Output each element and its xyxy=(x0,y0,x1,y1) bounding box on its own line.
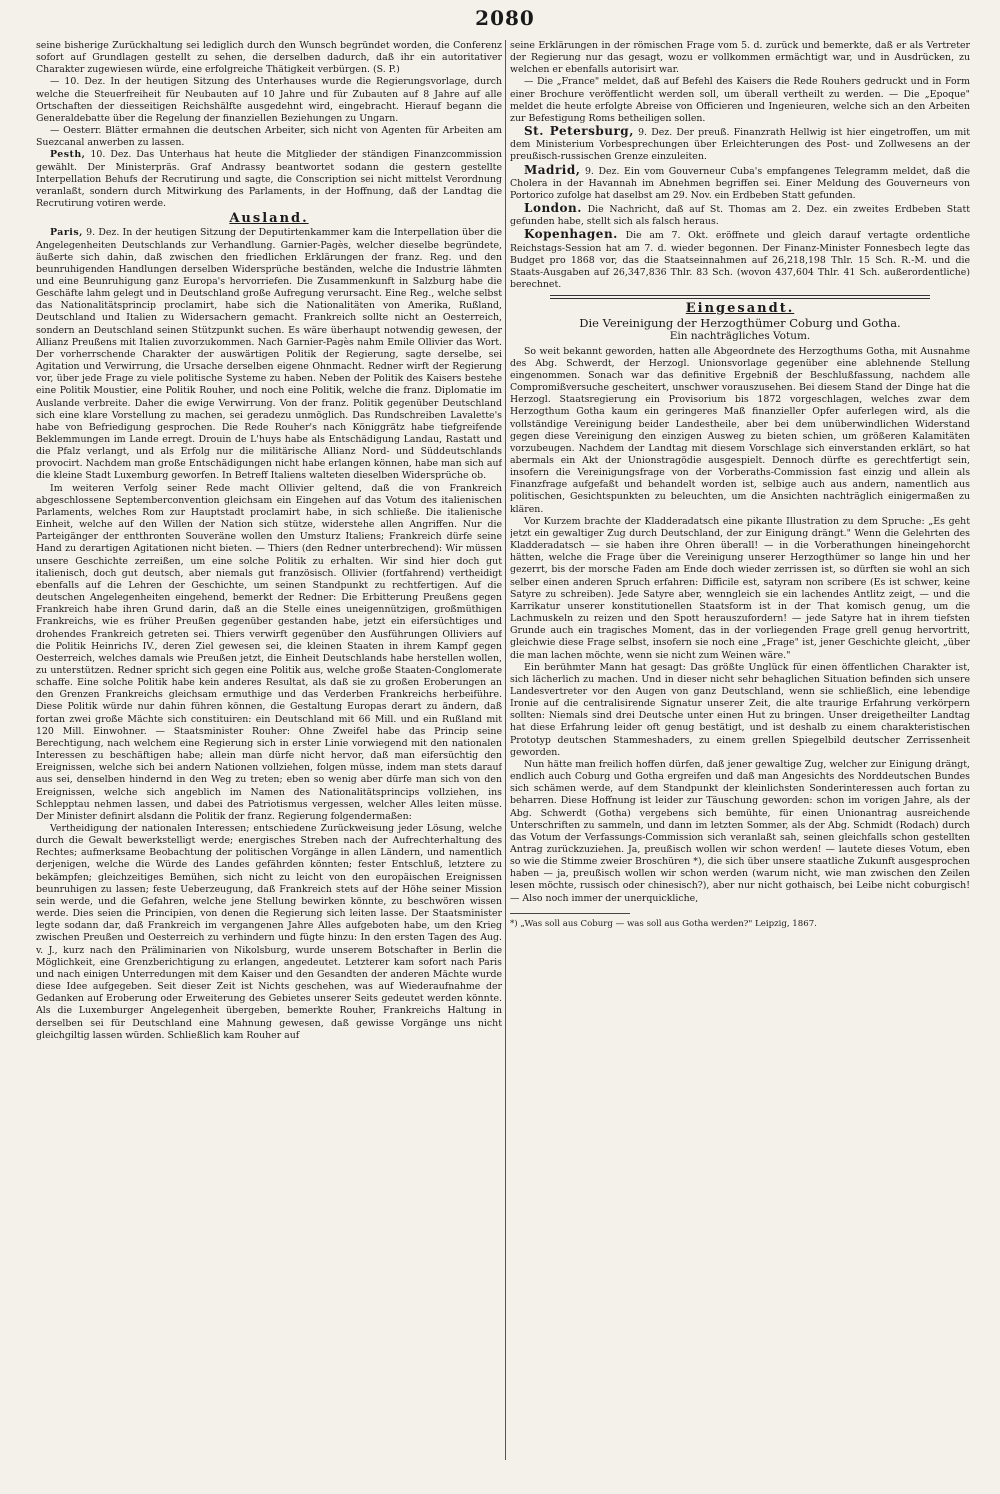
city-heading: Pesth, xyxy=(50,149,86,161)
city-heading: Paris, xyxy=(50,227,83,239)
paragraph: Vor Kurzem brachte der Kladderadatsch eine pikante Illustration zu dem Spruche: „Es geht jetzt ein gewaltiger Zug durch Deutschland, der zur Einigung drängt." Wenn die Gelehrten des Kladderadatsch — sie haben ihre Ohren überall! — in die Vorberathungen hineingehorcht hätten, welche die Frage über die Vereinigung unserer Herzogthümer so lange hin und her gezerrt, bis der morsche Faden am Ende doch wieder zerrissen ist, so dürften sie wohl an sich selber einen anderen Spruch erfahren: Difficile est, satyram non scribere (Es ist schwer, keine Satyre zu schreiben). Jede Satyre aber, wenngleich sie ein lachendes Antlitz zeigt, — und die Karrikatur unserer konstitutionellen Staatsform ist in der That komisch genug, um die Lachmuskeln zu reizen und den Spott herauszufordern! — jede Satyre hat in ihrem tiefsten Grunde auch ein tragisches Moment, das in der vorliegenden Frage grell genug hervortritt, gleichwie diese Frage selbst, insofern sie noch eine „Frage" ist, jener Geschichte gleicht, „über die man lachen möchte, wenn sie nicht zum Weinen wäre." xyxy=(510,515,970,661)
news-text: 10. Dez. Das Unterhaus hat heute die Mitglieder der ständigen Finanzcommission gewählt. Der Ministerpräs. Graf Andrassy beantwortet sodann die gestern gestellte Interpellation Behufs der Recrutirung und sagte, die Conscription sei nicht mittelst Verordnung veranlaßt, sondern durch Mitwirkung des Parlaments, in der Hoffnung, daß der Landtag die Recrutirung votiren werde. xyxy=(36,149,502,210)
paragraph: — 10. Dez. In der heutigen Sitzung des Unterhauses wurde die Regierungsvorlage, durch welche die Steuerfreiheit für Neubauten auf 10 Jahre und für Zubauten auf 8 Jahre auf alle Ortschaften der diesseitigen Reichshälfte ausgedehnt wird, eingebracht. Hierauf begann die Generaldebatte über die Regelung der finanziellen Beziehungen zu Ungarn. xyxy=(36,76,502,124)
paragraph: seine bisherige Zurückhaltung sei lediglich durch den Wunsch begründet worden, die Conferenz sofort auf Grundlagen gestellt zu sehen, die derselben dadurch, daß ihr ein autoritativer Charakter zugewiesen würde, eine erfolgreiche Thätigkeit verbürgen. (S. P.) xyxy=(36,40,502,76)
city-heading: Madrid, xyxy=(524,162,581,177)
right-column xyxy=(510,40,970,1480)
news-item-paris xyxy=(36,227,502,482)
column-divider xyxy=(505,40,506,1460)
page-number: 2080 xyxy=(475,6,535,30)
news-text: 9. Dez. In der heutigen Sitzung der Deputirtenkammer kam die Interpellation über die Angelegenheiten Deutschlands zur Verhandlung. Garnier-Pagès, welcher dieselbe begründete, äußerte sich dahin, daß zwischen den friedlichen Erklärungen der franz. Reg. und den beunruhigenden Handlungen derselben Widersprüche beständen, welche die Industrie lähmten und eine Beunruhigung ganz Europa's hervorriefen. Die Zusammenkunft in Salzburg habe die Geschäfte lahm gelegt und in Deutschland große Aufregung verursacht. Eine Reg., welche selbst das Nationalitätsprincip proclamirt, habe sich die Nationalitäten von Amerika, Rußland, Deutschland und Italien zu Widersachern gemacht. Frankreich sollte nicht an Oesterreich, sondern an Deutschland seinen Stützpunkt suchen. Es wäre überhaupt notwendig gewesen, der Allianz Preußens mit Italien zuvorzukommen. Nach Garnier-Pagès nahm Emile Ollivier das Wort. Der vorherrschende Charakter der auswärtigen Politik der Regierung, sagte derselbe, sei Agitation und Verwirrung, die Ursache derselben eigene Ohnmacht. Redner wirft der Regierung vor, über jede Frage zu viele politische Systeme zu haben. Neben der Politik des Kaisers bestehe eine Politik Moustier, eine Politik Rouher, und noch eine Politik, welche die franz. Diplomatie im Auslande verbreite. Daher die ewige Verwirrung. Von der franz. Politik gegenüber Deutschland sich eine klare Vorstellung zu machen, sei geradezu unmöglich. Das Rundschreiben Lavalette's habe von Befriedigung gesprochen. Die Rede Rouher's nach Königgrätz habe tiefgreifende Beklemmungen im Lande erregt. Drouin de L'huys habe als Entschädigung Landau, Rastatt und die Pfalz verlangt, und als Erfolg nur die militärische Allianz Nord- und Süddeutschlands provocirt. Nachdem man große Entschädigungen nicht habe erlangen können, habe man sich auf die kleine Stadt Luxemburg geworfen. In Betreff Italiens walteten dieselben Widersprüche ob. xyxy=(36,227,502,482)
section-heading-ausland: Ausland. xyxy=(229,211,309,227)
city-heading: London. xyxy=(524,201,582,216)
news-item-london xyxy=(510,202,970,228)
footnote: *) „Was soll aus Coburg — was soll aus Gotha werden?" Leipzig, 1867. xyxy=(510,918,817,929)
paragraph: seine Erklärungen in der römischen Frage vom 5. d. zurück und bemerkte, daß er als Vertreter der Regierung nur das gesagt, wozu er vollkommen ermächtigt war, und in Ausdrücken, zu welchen er ebenfalls autorisirt war. xyxy=(510,40,970,76)
paragraph: Vertheidigung der nationalen Interessen; entschiedene Zurückweisung jeder Lösung, welche durch die Gewalt bewerkstelligt werde; energisches Streben nach der Aufrechterhaltung des Rechtes; aufmerksame Beobachtung der politischen Vorgänge in allen Ländern, und namentlich derjenigen, welche die Würde des Landes gefährden könnten; fester Entschluß, letztere zu bekämpfen; gleichzeitiges Bemühen, sich nicht zu leicht von den europäischen Ereignissen beunruhigen zu lassen; feste Ueberzeugung, daß Frankreich stets auf der Höhe seiner Mission sein werde, und die Gefahren, welche jene Stellung bewirken könnte, zu beschwören wissen werde. Dies seien die Principien, von denen die Regierung sich leiten lasse. Der Staatsminister legte sodann dar, daß Frankreich im vergangenen Jahre Alles aufgeboten habe, um den Krieg zwischen Preußen und Oesterreich zu verhindern und fügte hinzu: In den ersten Tagen des Aug. v. J., kurz nach den Präliminarien von Nikolsburg, wurde unserem Botschafter in Berlin die Möglichkeit, eine Grenzberichtigung zu erlangen, angedeutet. Letzterer kam sofort nach Paris und nach einigen Unterredungen mit dem Kaiser und den Gesandten der anderen Mächte wurde diese Idee aufgegeben. Seit dieser Zeit ist Nichts geschehen, was auf Wiederaufnahme der Gedanken auf Eroberung oder Erweiterung des Gebietes unserer Seits gedeutet werden könnte. Als die Luxemburger Angelegenheit übergeben, bemerkte Rouher, Frankreichs Haltung in derselben sei für Deutschland eine Mahnung gewesen, daß gewisse Vorgänge uns nicht gleichgiltig lassen würden. Schließlich kam Rouher auf xyxy=(36,823,502,1041)
paragraph: So weit bekannt geworden, hatten alle Abgeordnete des Herzogthums Gotha, mit Ausnahme des Abg. Schwerdt, der Herzogl. Unionsvorlage gegenüber eine ablehnende Stellung eingenommen. Sonach war das definitive Ergebniß der Beschlußfassung, nachdem alle Compromißversuche gescheitert, unschwer vorauszusehen. Bei diesem Stand der Dinge hat die Herzogl. Staatsregierung ein Provisorium bis 1872 vorgeschlagen, welches zwar dem Herzogthum Gotha kaum ein geringeres Maß finanzieller Opfer auferlegen wird, als die vollständige Vereinigung beider Landestheile, aber bei dem unüberwindlichen Widerstand gegen diese Vereinigung den einzigen Ausweg zu bieten schien, um größeren Kalamitäten vorzubeugen. Nachdem der Landtag mit diesem Vorschlage sich einverstanden erklärt, so hat abermals ein Akt der Unionstragödie ausgespielt. Dennoch dürfte es gerechtfertigt sein, insofern die Vereinigungsfrage von der Vorberaths-Commission fast einzig und allein als Finanzfrage aufgefaßt und behandelt worden ist, selbige auch aus andern, namentlich aus politischen, Gesichtspunkten zu beleuchten, um die Ansichten nachträglich einigermaßen zu klären. xyxy=(510,345,970,515)
footnote-rule xyxy=(510,913,630,914)
news-item-kopenhagen xyxy=(510,228,970,291)
news-text: Die am 7. Okt. eröffnete und gleich darauf vertagte ordentliche Reichstags-Session hat am 7. d. wieder begonnen. Der Finanz-Minister Fonnesbech legte das Budget pro 1868 vor, das die Staatseinnahmen auf 26,218,198 Thlr. 15 Sch. R.-M. und die Staats-Ausgaben auf 26,347,836 Thlr. 83 Sch. (wovon 437,604 Thlr. 41 Sch. außerordentliche) berechnet. xyxy=(510,230,970,290)
paragraph: — Oesterr. Blätter ermahnen die deutschen Arbeiter, sich nicht von Agenten für Arbeiten am Suezcanal anwerben zu lassen. xyxy=(36,125,502,149)
paragraph: Ein berühmter Mann hat gesagt: Das größte Unglück für einen öffentlichen Charakter ist, sich lächerlich zu machen. Und in dieser nicht sehr behaglichen Situation befinden sich unsere Landesvertreter vor den Augen von ganz Deutschland, wenn sie schließlich, eine lebendige Ironie auf die centralisirende Signatur unserer Zeit, die alte traurige Erfahrung verkörpern sollten: Niemals sind drei Deutsche unter einen Hut zu bringen. Unser dreigetheilter Landtag hat diese Erfahrung leider oft genug bestätigt, und ist deshalb zu einem charakteristischen Prototyp deutschen Stammeshaders, zu einem grellen Spiegelbild deutscher Zerrissenheit geworden. xyxy=(510,661,970,758)
section-heading-eingesandt: Eingesandt. xyxy=(685,301,795,317)
paragraph: Im weiteren Verfolg seiner Rede macht Ollivier geltend, daß die von Frankreich abgeschlossene Septemberconvention gleichsam ein Eingehen auf das Votum des italienischen Parlaments, welches Rom zur Hauptstadt proclamirt habe, in sich schließe. Die italienische Einheit, welche auf den Willen der Nation sich stütze, widerstehe allen Angriffen. Nur die Parteigänger der entthronten Souveräne wollen den Umsturz Italiens; Frankreich dürfe seine Hand zu derartigen Agitationen nicht bieten. — Thiers (den Redner unterbrechend): Wir müssen unsere Geschichte zerreißen, um eine solche Politik zu erhalten. Wir sind hier doch gut italienisch, doch gut deutsch, aber niemals gut französisch. Ollivier (fortfahrend) vertheidigt ebenfalls auf die Lehren der Geschichte, um seinen Standpunkt zu rechtfertigen. Auf die deutschen Angelegenheiten eingehend, bemerkt der Redner: Die Erbitterung Preußens gegen Frankreich habe ihren Grund darin, daß an die Stelle eines uneigennützigen, großmüthigen Frankreichs, wie es früher Preußen gegenüber gestanden habe, jetzt ein eifersüchtiges und drohendes Frankreich getreten sei. Thiers verwirft gegenüber den Ausführungen Olliviers auf die Politik Heinrichs IV., deren Ziel gewesen sei, die kleinen Staaten in ihrem Kampf gegen Oesterreich, welches damals wie Preußen jetzt, die Einheit Deutschlands habe herstellen wollen, zu unterstützen. Redner spricht sich gegen eine Politik aus, welche große Staaten-Conglomerate schaffe. Eine solche Politik habe kein anderes Resultat, als daß sie zu großen Eroberungen an den Grenzen Frankreichs gleichsam ermuthige und das Verderben Frankreichs herbeiführe. Diese Politik würde nur dahin führen können, die Gestaltung Europas derart zu ändern, daß fortan zwei große Mächte sich constituiren: ein Deutschland mit 66 Mill. und ein Rußland mit 120 Mill. Einwohner. — Staatsminister Rouher: Ohne Zweifel habe das Princip seine Berechtigung, nach welchem eine Regierung sich in erster Linie vorwiegend mit den nationalen Interessen zu beschäftigen habe; allein man dürfe nicht hervor, daß man eifersüchtig den Ereignissen, welche sich bei andern Nationen vollziehen, folgen müsse, indem man stets darauf aus sei, denselben hindernd in den Weg zu treten; eben so wenig aber dürfe man sich von den Ereignissen, welche sich angeblich im Namen des Nationalitätsprincips vollziehen, ins Schlepptau nehmen lassen, und dabei des Patriotismus vergessen, welcher Alles leiten müsse. Der Minister definirt alsdann die Politik der franz. Regierung folgendermaßen: xyxy=(36,482,502,822)
article-subtitle: Ein nachträgliches Votum. xyxy=(669,330,811,343)
city-heading: St. Petersburg, xyxy=(524,124,634,139)
news-item-pesth xyxy=(36,149,502,210)
paragraph: Nun hätte man freilich hoffen dürfen, daß jener gewaltige Zug, welcher zur Einigung drängt, endlich auch Coburg und Gotha ergreifen und daß man Angesichts des Norddeutschen Bundes sich schämen werde, auf dem Standpunkt der kleinlichsten Sonderinteressen auch fortan zu beharren. Diese Hoffnung ist leider zur Täuschung geworden: schon im vorigen Jahre, als der Abg. Schwerdt (Gotha) vergebens sich bemühte, für einen Unionantrag ausreichende Unterschriften zu sammeln, und dann im letzten Sommer, als der Abg. Schmidt (Rodach) durch das Votum der Verfassungs-Commission sich veranlaßt sah, seinen gleichfalls schon gestellten Antrag zurückzuziehen. Ja, preußisch wollen wir schon werden! — lautete dieses Votum, eben so wie die Stimme zweier Broschüren *), die sich über unsere staatliche Zukunft ausgesprochen haben — ja, preußisch wollen wir schon werden (warum nicht, wie man zwischen den Zeilen lesen möchte, russisch oder chinesisch?), aber nur nicht gothaisch, bei Leibe nicht coburgisch! — Also noch immer der unerquickliche, xyxy=(510,758,970,904)
news-item-madrid xyxy=(510,164,970,202)
left-column xyxy=(36,40,502,1480)
news-text: 9. Dez. Der preuß. Finanzrath Hellwig ist hier eingetroffen, um mit dem Ministerium Vorbesprechungen über Erleichterungen des Post- und Zollwesens an der preußisch-russischen Grenze einzuleiten. xyxy=(510,127,970,163)
paragraph: — Die „France" meldet, daß auf Befehl des Kaisers die Rede Rouhers gedruckt und in Form einer Brochure veröffentlicht werden soll, um überall vertheilt zu werden. — Die „Epoque" meldet die heute erfolgte Abreise von Officieren und Ingenieuren, welche sich an den Arbeiten zur Befestigung Roms betheiligen sollen. xyxy=(510,76,970,124)
article-title: Die Vereinigung der Herzogthümer Coburg und Gotha. xyxy=(579,316,901,331)
news-text: Die Nachricht, daß auf St. Thomas am 2. Dez. ein zweites Erdbeben Statt gefunden habe, stellt sich als falsch heraus. xyxy=(510,204,970,228)
news-text: 9. Dez. Ein vom Gouverneur Cuba's empfangenes Telegramm meldet, daß die Cholera in der Havannah im Abnehmen begriffen sei. Einer Meldung des Gouverneurs von Portorico zufolge hat daselbst am 29. Nov. ein Erdbeben Statt gefunden. xyxy=(510,165,970,201)
city-heading: Kopenhagen. xyxy=(524,227,618,242)
news-item-petersburg xyxy=(510,125,970,163)
section-divider xyxy=(550,295,930,299)
